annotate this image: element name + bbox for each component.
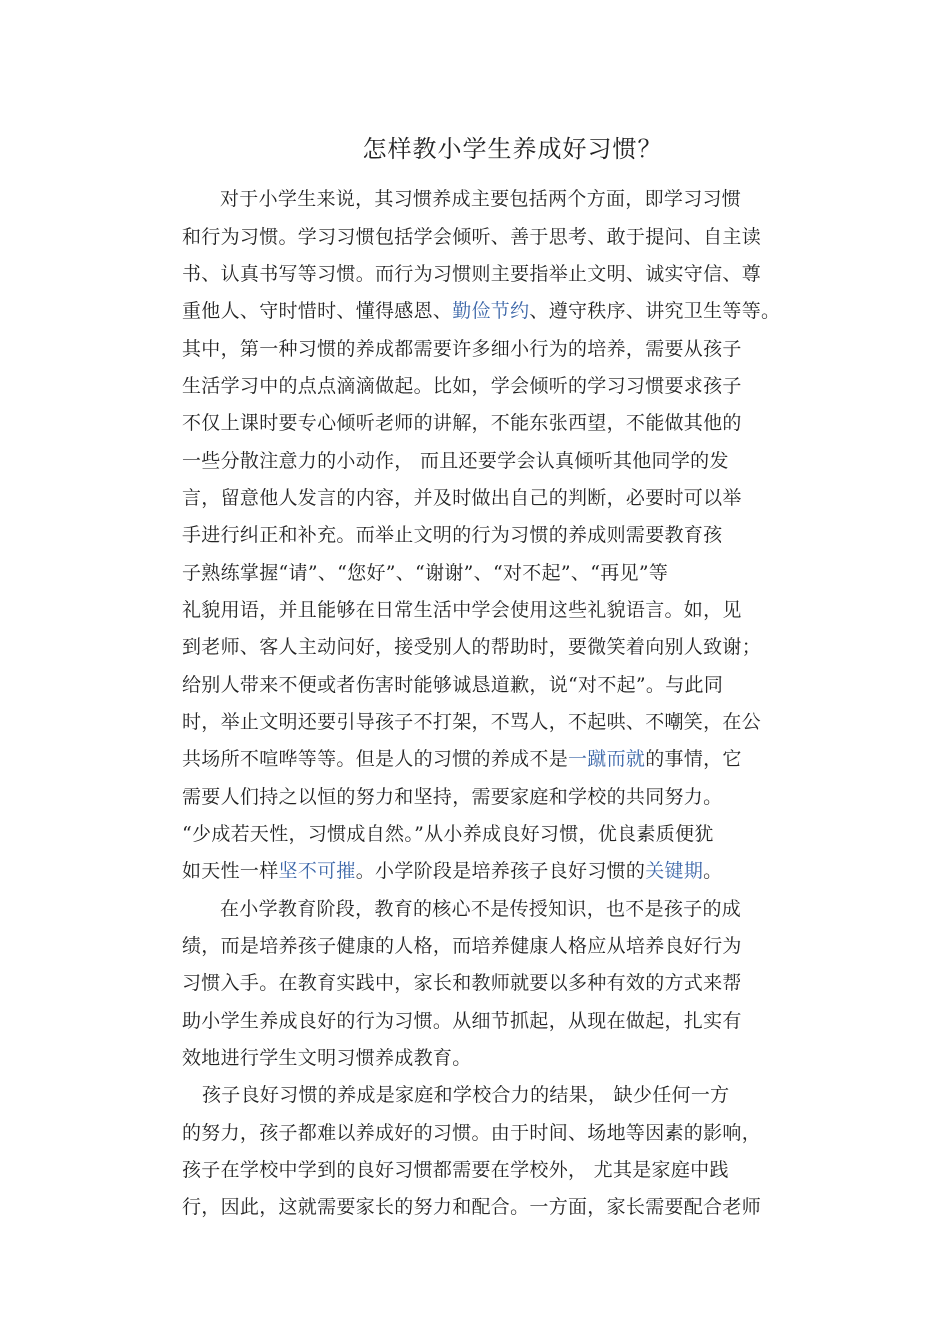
line-text: 时，举止文明还要引导孩子不打架，不骂人，不起哄、不嘲笑，在公 xyxy=(182,711,762,733)
body-line xyxy=(182,371,742,401)
body-line xyxy=(182,558,668,588)
body-line xyxy=(182,894,741,924)
line-text: 效地进行学生文明习惯养成教育。 xyxy=(182,1047,472,1069)
body-line xyxy=(182,819,714,849)
keyword-link[interactable]: 一蹴而就 xyxy=(568,748,646,770)
body-line xyxy=(182,1192,761,1222)
line-text: 的事情，它 xyxy=(645,748,742,770)
line-text: 手进行纠正和补充。而举止文明的行为习惯的养成则需要教育孩 xyxy=(182,524,723,546)
line-text: 如天性一样 xyxy=(182,860,279,882)
line-text: 习惯入手。在教育实践中，家长和教师就要以多种有效的方式来帮 xyxy=(182,972,742,994)
body-line xyxy=(182,931,742,961)
body-line xyxy=(182,707,761,737)
line-text: 子熟练掌握“请”、“您好”、“谢谢”、“对不起”、“再见”等 xyxy=(182,562,669,584)
body-line xyxy=(182,334,742,364)
line-text: 在小学教育阶段，教育的核心不是传授知识，也不是孩子的成 xyxy=(220,898,742,920)
body-line xyxy=(182,296,780,326)
keyword-link[interactable]: 关键期 xyxy=(645,860,704,882)
line-text: 不仅上课时要专心倾听老师的讲解，不能东张西望，不能做其他的 xyxy=(182,412,742,434)
body-line xyxy=(182,595,742,625)
line-text: 给别人带来不便或者伤害时能够诚恳道歉，说“对不起”。与此同 xyxy=(182,674,724,696)
keyword-link[interactable]: 勤俭节约 xyxy=(452,300,530,322)
line-text: 对于小学生来说，其习惯养成主要包括两个方面，即学习习惯 xyxy=(220,188,742,210)
body-line xyxy=(182,1006,742,1036)
line-text: 言，留意他人发言的内容，并及时做出自己的判断，必要时可以举 xyxy=(182,487,742,509)
body-line xyxy=(182,259,761,289)
body-line xyxy=(182,1155,729,1185)
body-line xyxy=(182,446,729,476)
line-text: 一些分散注意力的小动作， 而且还要学会认真倾听其他同学的发 xyxy=(182,450,729,472)
line-text: 共场所不喧哗等等。但是人的习惯的养成不是 xyxy=(182,748,569,770)
body-line xyxy=(182,1080,729,1110)
body-line xyxy=(182,520,722,550)
line-text: 孩子良好习惯的养成是家庭和学校合力的结果， 缺少任何一方 xyxy=(202,1084,730,1106)
body-line xyxy=(182,782,722,812)
line-text: 到老师、客人主动问好，接受别人的帮助时，要微笑着向别人致谢； xyxy=(182,636,762,658)
body-line xyxy=(182,483,742,513)
body-line xyxy=(182,670,723,700)
line-text: 孩子在学校中学到的良好习惯都需要在学校外， 尤其是家庭中践 xyxy=(182,1159,729,1181)
document-title: 怎样教小学生养成好习惯？ xyxy=(362,135,663,163)
line-text: 的努力，孩子都难以养成好的习惯。由于时间、场地等因素的影响， xyxy=(182,1122,762,1144)
line-text: 书、认真书写等习惯。而行为习惯则主要指举止文明、诚实守信、尊 xyxy=(182,263,762,285)
body-line xyxy=(182,408,742,438)
body-line xyxy=(182,1043,472,1073)
body-line xyxy=(182,184,741,214)
body-line xyxy=(182,968,742,998)
line-text: 行，因此，这就需要家长的努力和配合。一方面，家长需要配合老师 xyxy=(182,1196,762,1218)
body-line xyxy=(182,744,742,774)
body-line xyxy=(182,632,761,662)
line-text: 生活学习中的点点滴滴做起。比如，学会倾听的学习习惯要求孩子 xyxy=(182,375,742,397)
body-line xyxy=(182,222,761,252)
body-line xyxy=(182,856,722,886)
line-text: 。小学阶段是培养孩子良好习惯的 xyxy=(355,860,646,882)
line-text: “少成若天性，习惯成自然。”从小养成良好习惯，优良素质便犹 xyxy=(182,823,714,845)
line-text: 助小学生养成良好的行为习惯。从细节抓起，从现在做起，扎实有 xyxy=(182,1010,742,1032)
line-text: 和行为习惯。学习习惯包括学会倾听、善于思考、敢于提问、自主读 xyxy=(182,226,762,248)
line-text: 、遵守秩序、讲究卫生等等。 xyxy=(529,300,781,322)
line-text: 。 xyxy=(703,860,723,882)
body-line xyxy=(182,1118,761,1148)
line-text: 礼貌用语，并且能够在日常生活中学会使用这些礼貌语言。如，见 xyxy=(182,599,742,621)
keyword-link[interactable]: 坚不可摧 xyxy=(278,860,356,882)
line-text: 绩，而是培养孩子健康的人格，而培养健康人格应从培养良好行为 xyxy=(182,935,742,957)
line-text: 重他人、守时惜时、懂得感恩、 xyxy=(182,300,453,322)
line-text: 其中，第一种习惯的养成都需要许多细小行为的培养，需要从孩子 xyxy=(182,338,742,360)
line-text: 需要人们持之以恒的努力和坚持，需要家庭和学校的共同努力。 xyxy=(182,786,723,808)
